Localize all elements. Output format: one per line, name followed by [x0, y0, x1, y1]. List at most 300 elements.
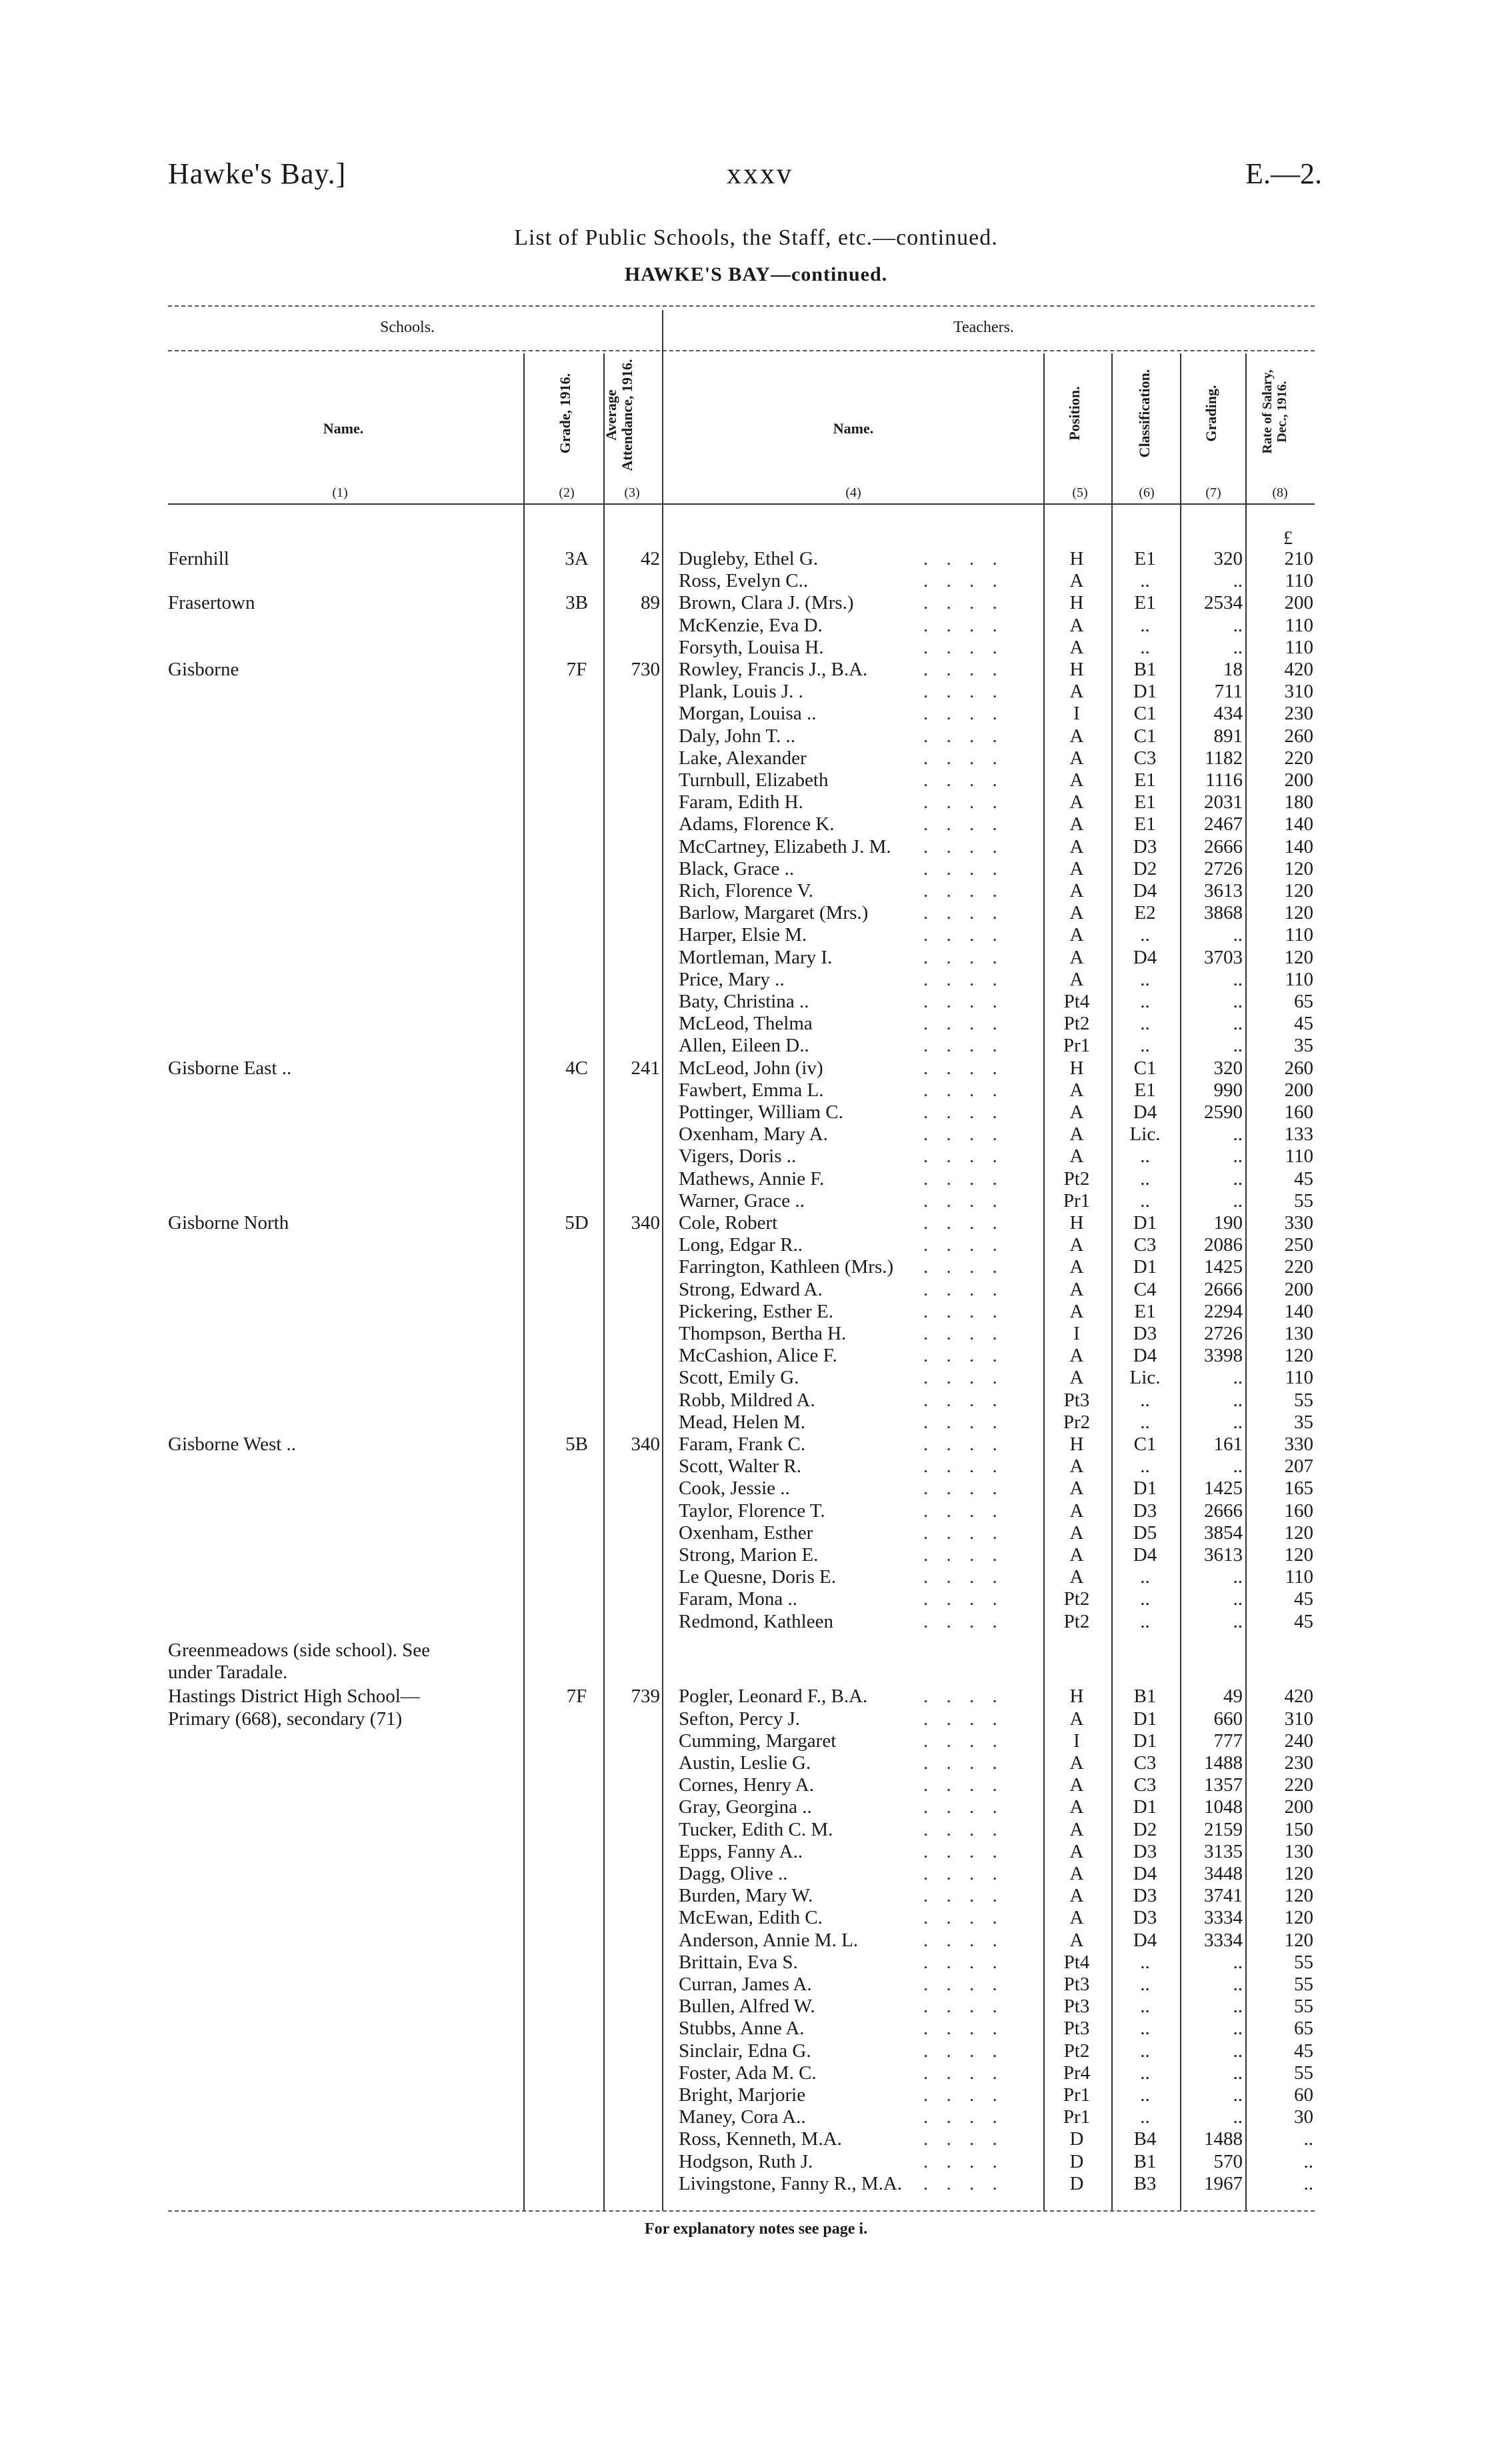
teacher-salary: 120 — [1284, 946, 1313, 968]
teacher-position: A — [1069, 1752, 1084, 1774]
school-name: Fernhill — [168, 548, 229, 569]
teacher-grading: 320 — [1213, 1057, 1243, 1079]
teacher-position: A — [1069, 857, 1084, 879]
teacher-name: Rich, Florence V. — [679, 880, 813, 901]
school-note: Greenmeadows (side school). See — [168, 1639, 430, 1661]
teacher-grading: .. — [1233, 1145, 1243, 1167]
teacher-position: A — [1069, 946, 1084, 968]
dot-leader: . . . . — [923, 1478, 1004, 1500]
teacher-salary: 310 — [1284, 1708, 1313, 1730]
table-row — [0, 1611, 1512, 1633]
dot-leader: . . . . — [923, 1929, 1004, 1951]
teacher-grading: 190 — [1213, 1212, 1243, 1234]
teacher-grading: 434 — [1213, 703, 1243, 725]
table-row — [0, 1774, 1512, 1796]
dot-leader: . . . . — [923, 857, 1004, 879]
teacher-position: A — [1069, 813, 1084, 835]
dot-leader: . . . . — [923, 1389, 1004, 1411]
teacher-classification: .. — [1140, 1013, 1150, 1035]
teacher-grading: .. — [1233, 1588, 1243, 1610]
teacher-classification: .. — [1140, 1456, 1150, 1478]
teacher-grading: 3613 — [1204, 1544, 1243, 1566]
teacher-position: A — [1069, 1234, 1084, 1256]
dot-leader: . . . . — [923, 725, 1004, 747]
dot-leader: . . . . — [923, 548, 1004, 569]
teacher-position: A — [1069, 681, 1084, 703]
teacher-salary: .. — [1303, 2128, 1313, 2150]
column-number: (1) — [332, 485, 348, 500]
teacher-classification: D3 — [1133, 1907, 1157, 1929]
teacher-salary: 45 — [1294, 1588, 1313, 1610]
teacher-classification: .. — [1140, 1145, 1150, 1167]
teacher-position: Pt3 — [1063, 1974, 1090, 1996]
table-row — [0, 1930, 1512, 1952]
dot-leader: . . . . — [923, 1345, 1004, 1367]
teacher-name: Rowley, Francis J., B.A. — [679, 659, 868, 680]
table-row — [0, 1996, 1512, 2018]
table-row — [0, 969, 1512, 991]
teacher-position: A — [1069, 835, 1084, 857]
teacher-grading: .. — [1233, 1974, 1243, 1996]
teacher-classification: E1 — [1134, 813, 1156, 835]
teacher-classification: .. — [1140, 2062, 1150, 2084]
school-name: Hastings District High School— — [168, 1686, 420, 1708]
table-row — [0, 858, 1512, 880]
teacher-position: I — [1073, 1730, 1080, 1752]
teacher-classification: B1 — [1133, 2150, 1157, 2172]
teacher-classification: E1 — [1134, 791, 1156, 813]
teacher-name: Brown, Clara J. (Mrs.) — [679, 592, 854, 614]
table-row — [0, 1522, 1512, 1544]
teacher-grading: 2590 — [1204, 1101, 1243, 1123]
teacher-classification: B1 — [1133, 659, 1157, 680]
dot-leader: . . . . — [923, 991, 1004, 1012]
table-row — [0, 1863, 1512, 1885]
teacher-classification: B3 — [1133, 2172, 1157, 2194]
dot-leader: . . . . — [923, 1300, 1004, 1322]
teacher-grading: 1116 — [1205, 769, 1243, 791]
dot-leader: . . . . — [923, 1522, 1004, 1544]
teacher-classification: .. — [1140, 2106, 1150, 2128]
table-row — [0, 1588, 1512, 1610]
teacher-salary: 120 — [1284, 1929, 1313, 1951]
teacher-classification: .. — [1140, 1974, 1150, 1996]
teacher-classification: .. — [1140, 570, 1150, 592]
teacher-salary: 420 — [1284, 1686, 1313, 1708]
teacher-classification: .. — [1140, 636, 1150, 658]
teacher-salary: 55 — [1294, 1389, 1313, 1411]
currency-symbol: £ — [1283, 528, 1293, 549]
teacher-name: Taylor, Florence T. — [679, 1500, 825, 1522]
table-row — [0, 725, 1512, 747]
column-number: (7) — [1205, 485, 1221, 500]
teacher-grading: .. — [1233, 1951, 1243, 1973]
teacher-classification: C3 — [1133, 1752, 1157, 1774]
teacher-name: Stubbs, Anne A. — [679, 2018, 805, 2040]
teacher-salary: 160 — [1284, 1101, 1313, 1123]
dot-leader: . . . . — [923, 1256, 1004, 1278]
table-row — [0, 703, 1512, 725]
teacher-classification: D1 — [1133, 1796, 1157, 1818]
table-row — [0, 1013, 1512, 1035]
teacher-name: Turnbull, Elizabeth — [679, 769, 829, 791]
dot-leader: . . . . — [923, 1500, 1004, 1522]
school-attendance: 739 — [631, 1686, 660, 1708]
dot-leader: . . . . — [923, 1885, 1004, 1907]
teacher-position: H — [1069, 1434, 1084, 1455]
teacher-position: A — [1069, 1300, 1084, 1322]
teacher-position: A — [1069, 1796, 1084, 1818]
teacher-grading: .. — [1233, 924, 1243, 946]
teacher-position: A — [1069, 1256, 1084, 1278]
teacher-grading: 49 — [1223, 1686, 1243, 1708]
column-number: (8) — [1272, 485, 1288, 500]
teacher-name: Hodgson, Ruth J. — [679, 2150, 813, 2172]
teacher-position: A — [1069, 1863, 1084, 1885]
teacher-name: Cook, Jessie .. — [679, 1478, 790, 1500]
dot-leader: . . . . — [923, 1996, 1004, 2018]
table-row — [0, 615, 1512, 637]
dot-leader: . . . . — [923, 1123, 1004, 1145]
dot-leader: . . . . — [923, 592, 1004, 614]
teacher-grading: 1967 — [1204, 2172, 1243, 2194]
table-row — [0, 1212, 1512, 1234]
table-row — [0, 1190, 1512, 1212]
teacher-classification: D3 — [1133, 1885, 1157, 1907]
teacher-name: Cornes, Henry A. — [679, 1774, 814, 1796]
teacher-classification: E2 — [1134, 902, 1156, 924]
table-row — [0, 1456, 1512, 1478]
teacher-position: A — [1069, 1544, 1084, 1566]
teacher-name: Sinclair, Edna G. — [679, 2040, 811, 2062]
teacher-name: Cole, Robert — [679, 1212, 778, 1234]
teacher-classification: .. — [1140, 2084, 1150, 2106]
teacher-classification: .. — [1140, 1588, 1150, 1610]
teacher-name: Maney, Cora A.. — [679, 2106, 806, 2128]
teacher-salary: 65 — [1294, 2018, 1313, 2040]
table-row — [0, 548, 1512, 570]
dot-leader: . . . . — [923, 1234, 1004, 1256]
teacher-grading: 1488 — [1204, 1752, 1243, 1774]
dot-leader: . . . . — [923, 1013, 1004, 1035]
table-row — [0, 791, 1512, 813]
table-row — [0, 1566, 1512, 1588]
school-name: Gisborne — [168, 659, 239, 680]
teacher-name: Brittain, Eva S. — [679, 1951, 798, 1973]
teacher-name: McCartney, Elizabeth J. M. — [679, 835, 891, 857]
teacher-name: Scott, Walter R. — [679, 1456, 801, 1478]
dot-leader: . . . . — [923, 1818, 1004, 1840]
column-number: (2) — [559, 485, 575, 500]
teacher-position: A — [1069, 1145, 1084, 1167]
teacher-classification: D3 — [1133, 835, 1157, 857]
col-header-grade: Grade, 1916. — [557, 373, 573, 454]
teacher-grading: .. — [1233, 1566, 1243, 1588]
teacher-classification: .. — [1140, 1411, 1150, 1433]
teacher-classification: Lic. — [1129, 1123, 1161, 1145]
teacher-position: A — [1069, 1367, 1084, 1389]
teacher-salary: 140 — [1284, 835, 1313, 857]
teacher-position: Pt2 — [1063, 2040, 1090, 2062]
table-row — [0, 681, 1512, 703]
teacher-salary: 220 — [1284, 747, 1313, 769]
teacher-grading: 2666 — [1204, 1500, 1243, 1522]
teacher-classification: .. — [1140, 2040, 1150, 2062]
teacher-classification: C1 — [1133, 703, 1157, 725]
teacher-name: Price, Mary .. — [679, 968, 785, 990]
teacher-position: A — [1069, 968, 1084, 990]
teacher-name: Farrington, Kathleen (Mrs.) — [679, 1256, 894, 1278]
table-row — [0, 1686, 1512, 1708]
teacher-grading: 2726 — [1204, 857, 1243, 879]
teacher-classification: .. — [1140, 614, 1150, 636]
dot-leader: . . . . — [923, 636, 1004, 658]
teacher-classification: C1 — [1133, 1057, 1157, 1079]
teacher-position: A — [1069, 1079, 1084, 1101]
table-row — [0, 836, 1512, 858]
table-row — [0, 1752, 1512, 1774]
teacher-name: Morgan, Louisa .. — [679, 703, 817, 725]
dot-leader: . . . . — [923, 1863, 1004, 1885]
teacher-name: Dugleby, Ethel G. — [679, 548, 819, 569]
dot-leader: . . . . — [923, 2128, 1004, 2150]
school-name: Gisborne East .. — [168, 1057, 292, 1079]
teacher-position: H — [1069, 548, 1084, 569]
teacher-grading: .. — [1233, 1610, 1243, 1632]
teacher-position: H — [1069, 1212, 1084, 1234]
teacher-salary: .. — [1303, 2172, 1313, 2194]
teacher-salary: 260 — [1284, 725, 1313, 747]
col-header-classification: Classification. — [1136, 369, 1153, 458]
teacher-salary: 35 — [1294, 1411, 1313, 1433]
teacher-salary: 120 — [1284, 1544, 1313, 1566]
teacher-grading: 3854 — [1204, 1522, 1243, 1544]
page-title: List of Public Schools, the Staff, etc.—continued. — [514, 225, 998, 250]
table-row — [0, 1367, 1512, 1389]
teacher-name: Foster, Ada M. C. — [679, 2062, 817, 2084]
school-name: Gisborne West .. — [168, 1434, 297, 1455]
teacher-salary: 165 — [1284, 1478, 1313, 1500]
teacher-name: Redmond, Kathleen — [679, 1610, 833, 1632]
col-header-position: Position. — [1066, 386, 1083, 441]
teacher-grading: .. — [1233, 1167, 1243, 1189]
dot-leader: . . . . — [923, 2040, 1004, 2062]
teacher-grading: 1425 — [1204, 1478, 1243, 1500]
teacher-grading: .. — [1233, 2062, 1243, 2084]
teacher-name: Mortleman, Mary I. — [679, 946, 833, 968]
teacher-position: Pr1 — [1063, 2106, 1091, 2128]
table-row — [0, 2106, 1512, 2128]
teacher-position: A — [1069, 1566, 1084, 1588]
group-header-teachers: Teachers. — [953, 319, 1014, 336]
teacher-grading: 2666 — [1204, 1278, 1243, 1300]
teacher-salary: 207 — [1284, 1456, 1313, 1478]
teacher-grading: 990 — [1213, 1079, 1243, 1101]
dot-leader: . . . . — [923, 570, 1004, 592]
teacher-grading: 18 — [1223, 659, 1243, 680]
teacher-name: Lake, Alexander — [679, 747, 807, 769]
teacher-position: A — [1069, 924, 1084, 946]
dot-leader: . . . . — [923, 924, 1004, 946]
teacher-name: Cumming, Margaret — [679, 1730, 837, 1752]
teacher-classification: .. — [1140, 1610, 1150, 1632]
teacher-grading: 161 — [1213, 1434, 1243, 1455]
teacher-grading: .. — [1233, 1996, 1243, 2018]
teacher-salary: 240 — [1284, 1730, 1313, 1752]
dot-leader: . . . . — [923, 1774, 1004, 1796]
teacher-classification: B1 — [1133, 1686, 1157, 1708]
teacher-name: Gray, Georgina .. — [679, 1796, 812, 1818]
teacher-classification: E1 — [1134, 1300, 1156, 1322]
table-row — [0, 1101, 1512, 1123]
teacher-name: Forsyth, Louisa H. — [679, 636, 824, 658]
teacher-salary: 200 — [1284, 1079, 1313, 1101]
table-row — [0, 747, 1512, 769]
teacher-position: Pt2 — [1063, 1610, 1090, 1632]
teacher-classification: .. — [1140, 2018, 1150, 2040]
dot-leader: . . . . — [923, 1411, 1004, 1433]
teacher-salary: 220 — [1284, 1256, 1313, 1278]
table-row — [0, 1057, 1512, 1079]
table-row — [0, 1323, 1512, 1345]
dot-leader: . . . . — [923, 1588, 1004, 1610]
teacher-position: A — [1069, 1278, 1084, 1300]
teacher-grading: 3135 — [1204, 1840, 1243, 1862]
col-header-teacher-name: Name. — [833, 420, 874, 437]
teacher-salary: 210 — [1284, 548, 1313, 569]
teacher-position: Pr2 — [1063, 1411, 1091, 1433]
table-row — [0, 2062, 1512, 2084]
teacher-grading: 3703 — [1204, 946, 1243, 968]
teacher-name: Ross, Evelyn C.. — [679, 570, 809, 592]
teacher-grading: .. — [1233, 968, 1243, 990]
table-row — [0, 1819, 1512, 1841]
school-grade: 7F — [566, 1686, 587, 1708]
teacher-classification: D1 — [1133, 1212, 1157, 1234]
teacher-position: Pt2 — [1063, 1167, 1090, 1189]
table-row — [0, 1434, 1512, 1456]
page-header-right: E.—2. — [1245, 157, 1322, 190]
teacher-salary: 45 — [1294, 1167, 1313, 1189]
table-row — [0, 813, 1512, 835]
school-attendance: 340 — [631, 1212, 660, 1234]
teacher-salary: 65 — [1294, 991, 1313, 1012]
table-row — [0, 880, 1512, 902]
table-row — [0, 1345, 1512, 1367]
teacher-name: McEwan, Edith C. — [679, 1907, 823, 1929]
teacher-name: Allen, Eileen D.. — [679, 1035, 809, 1057]
teacher-classification: E1 — [1134, 592, 1156, 614]
teacher-name: Fawbert, Emma L. — [679, 1079, 824, 1101]
teacher-grading: 1182 — [1205, 747, 1243, 769]
table-row — [0, 947, 1512, 969]
dot-leader: . . . . — [923, 1974, 1004, 1996]
teacher-name: Le Quesne, Doris E. — [679, 1566, 836, 1588]
table-row — [0, 1301, 1512, 1323]
teacher-name: Scott, Emily G. — [679, 1367, 799, 1389]
dot-leader: . . . . — [923, 703, 1004, 725]
teacher-position: Pr4 — [1063, 2062, 1091, 2084]
dot-leader: . . . . — [923, 1456, 1004, 1478]
school-attendance: 89 — [641, 592, 660, 614]
teacher-salary: 220 — [1284, 1774, 1313, 1796]
teacher-grading: .. — [1233, 614, 1243, 636]
teacher-classification: C1 — [1133, 1434, 1157, 1455]
teacher-classification: .. — [1140, 1389, 1150, 1411]
teacher-position: A — [1069, 1101, 1084, 1123]
teacher-position: A — [1069, 1500, 1084, 1522]
teacher-classification: E1 — [1134, 769, 1156, 791]
teacher-salary: .. — [1303, 2150, 1313, 2172]
teacher-classification: B4 — [1133, 2128, 1157, 2150]
teacher-salary: 110 — [1285, 1566, 1313, 1588]
table-row — [0, 1123, 1512, 1145]
teacher-name: Austin, Leslie G. — [679, 1752, 811, 1774]
teacher-name: Pottinger, William C. — [679, 1101, 843, 1123]
teacher-position: A — [1069, 1708, 1084, 1730]
teacher-salary: 110 — [1285, 924, 1313, 946]
teacher-position: D — [1069, 2150, 1084, 2172]
teacher-salary: 110 — [1285, 570, 1313, 592]
teacher-classification: E1 — [1134, 1079, 1156, 1101]
teacher-name: Daly, John T. .. — [679, 725, 796, 747]
teacher-grading: .. — [1233, 1411, 1243, 1433]
teacher-classification: D4 — [1133, 880, 1157, 901]
teacher-classification: C3 — [1133, 1774, 1157, 1796]
school-grade: 5B — [565, 1434, 588, 1455]
teacher-classification: D3 — [1133, 1840, 1157, 1862]
teacher-position: Pt2 — [1063, 1013, 1090, 1035]
teacher-position: H — [1069, 1686, 1084, 1708]
teacher-position: H — [1069, 592, 1084, 614]
teacher-grading: 3448 — [1204, 1863, 1243, 1885]
dot-leader: . . . . — [923, 1796, 1004, 1818]
teacher-salary: 45 — [1294, 1610, 1313, 1632]
dot-leader: . . . . — [923, 1566, 1004, 1588]
group-header-schools: Schools. — [380, 319, 435, 336]
teacher-classification: .. — [1140, 1996, 1150, 2018]
column-number: (6) — [1139, 485, 1155, 500]
teacher-position: Pt3 — [1063, 1389, 1090, 1411]
teacher-salary: 150 — [1284, 1818, 1313, 1840]
dot-leader: . . . . — [923, 902, 1004, 924]
teacher-name: Long, Edgar R.. — [679, 1234, 803, 1256]
teacher-grading: .. — [1233, 2106, 1243, 2128]
teacher-salary: 120 — [1284, 1522, 1313, 1544]
teacher-grading: .. — [1233, 2040, 1243, 2062]
group-header-rule — [168, 350, 1315, 351]
teacher-name: Black, Grace .. — [679, 857, 795, 879]
teacher-position: A — [1069, 1929, 1084, 1951]
teacher-classification: D4 — [1133, 1544, 1157, 1566]
teacher-salary: 110 — [1285, 968, 1313, 990]
dot-leader: . . . . — [923, 968, 1004, 990]
dot-leader: . . . . — [923, 1323, 1004, 1344]
teacher-position: A — [1069, 1840, 1084, 1862]
teacher-grading: .. — [1233, 636, 1243, 658]
teacher-salary: 250 — [1284, 1234, 1313, 1256]
teacher-classification: D5 — [1133, 1522, 1157, 1544]
table-row — [0, 1952, 1512, 1974]
table-row — [0, 1841, 1512, 1863]
teacher-salary: 120 — [1284, 1907, 1313, 1929]
teacher-name: Harper, Elsie M. — [679, 924, 807, 946]
teacher-classification: .. — [1140, 1566, 1150, 1588]
teacher-classification: .. — [1140, 1167, 1150, 1189]
dot-leader: . . . . — [923, 2084, 1004, 2106]
teacher-salary: 140 — [1284, 813, 1313, 835]
teacher-name: Pogler, Leonard F., B.A. — [679, 1686, 868, 1708]
